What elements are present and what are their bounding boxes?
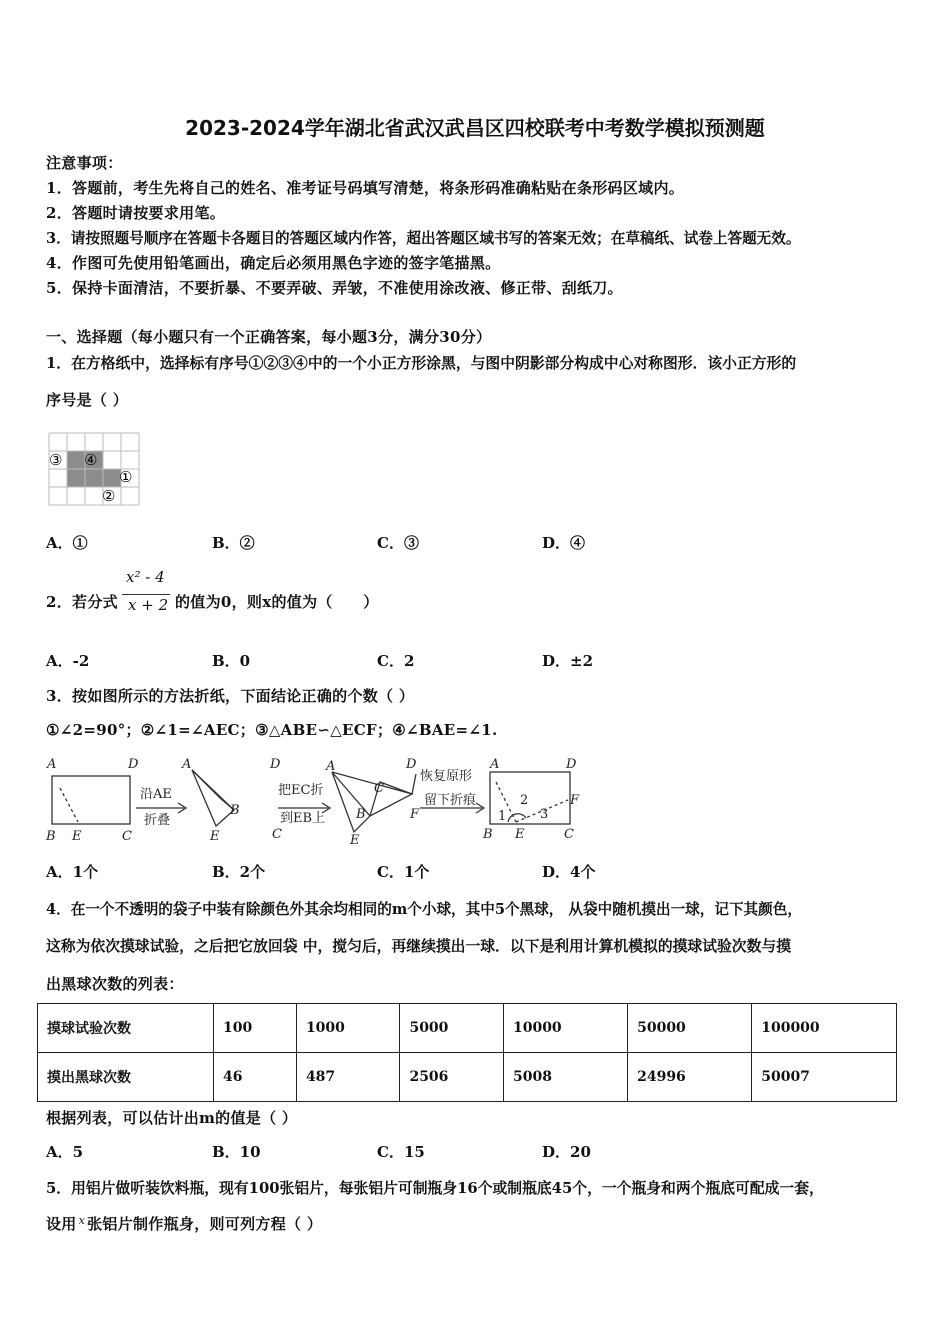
angle-3: 3 bbox=[540, 807, 549, 822]
table-row bbox=[38, 1004, 897, 1053]
table-cell: 487 bbox=[296, 1053, 400, 1102]
q1-stem: 1．在方格纸中，选择标有序号①②③④中的一个小正方形涂黑，与图中阴影部分构成中心对称图形．该小正方形的 bbox=[46, 355, 797, 372]
label-d: D bbox=[566, 757, 577, 772]
q2-option-a[interactable]: A．-2 bbox=[46, 652, 90, 670]
notice-item: 4．作图可先使用铅笔画出，确定后必须用黑色字迹的签字笔描黑。 bbox=[46, 254, 501, 272]
table-cell: 摸球试验次数 bbox=[38, 1004, 214, 1053]
table-cell: 2506 bbox=[400, 1053, 504, 1102]
q4-option-d[interactable]: D．20 bbox=[542, 1143, 591, 1161]
page-title: 2023-2024学年湖北省武汉武昌区四校联考中考数学模拟预测题 bbox=[185, 116, 765, 140]
notice-item: 3．请按照题号顺序在答题卡各题目的答题区域内作答，超出答题区域书写的答案无效；在草稿纸、试卷上答题无效。 bbox=[46, 230, 801, 247]
label-b: B bbox=[230, 803, 240, 818]
fold-line bbox=[60, 788, 78, 822]
label-c: C bbox=[374, 781, 384, 796]
angle-2: 2 bbox=[520, 793, 529, 808]
step2-caption: 把EC折 bbox=[278, 783, 324, 798]
label-d: D bbox=[406, 757, 417, 772]
q5-stem-cont bbox=[46, 1213, 322, 1234]
notice-heading: 注意事项： bbox=[46, 154, 123, 172]
q5-stem: 5．用铝片做听装饮料瓶，现有100张铝片，每张铝片可制瓶身16个或制瓶底45个，一个瓶身和两个瓶底可配成一套， bbox=[46, 1180, 824, 1197]
label-c: C bbox=[122, 829, 132, 844]
q4-stem-cont: 这称为依次摸球试验，之后把它放回袋 中，搅匀后，再继续摸出一球．以下是利用计算机模拟的摸球试验次数与摸 bbox=[46, 938, 791, 955]
q4-option-b[interactable]: B．10 bbox=[212, 1143, 261, 1161]
label-e: E bbox=[515, 827, 525, 842]
label-d: D bbox=[270, 757, 281, 772]
grid-shade bbox=[67, 469, 121, 487]
step3-caption: 留下折痕 bbox=[424, 793, 477, 808]
folded-shape bbox=[192, 770, 234, 826]
q2-option-b[interactable]: B．0 bbox=[212, 652, 251, 670]
q2-option-c[interactable]: C．2 bbox=[377, 652, 415, 670]
q4-question: 根据列表，可以估计出m的值是（ ） bbox=[46, 1109, 298, 1127]
q5-text: 张铝片制作瓶身，则可列方程（ ） bbox=[87, 1215, 323, 1233]
table-cell: 5008 bbox=[503, 1053, 627, 1102]
grid-label-3: ③ bbox=[49, 451, 63, 469]
step3-caption: 恢复原形 bbox=[420, 769, 473, 784]
angle-1: 1 bbox=[498, 809, 507, 824]
notice-item: 1．答题前，考生先将自己的姓名、准考证号码填写清楚，将条形码准确粘贴在条形码区域内。 bbox=[46, 179, 685, 197]
q3-stem: 3．按如图所示的方法折纸，下面结论正确的个数（ ） bbox=[46, 687, 415, 705]
q3-folding-figure bbox=[44, 752, 590, 848]
step1-caption: 沿AE bbox=[140, 787, 172, 802]
table-cell: 100 bbox=[214, 1004, 297, 1053]
table-cell: 100000 bbox=[752, 1004, 897, 1053]
q1-option-b[interactable]: B．② bbox=[212, 534, 255, 552]
q3-option-d[interactable]: D．4个 bbox=[542, 863, 596, 881]
q4-option-c[interactable]: C．15 bbox=[377, 1143, 425, 1161]
label-f: F bbox=[410, 807, 420, 822]
label-c: C bbox=[272, 827, 282, 842]
label-c: C bbox=[564, 827, 574, 842]
q1-stem-cont: 序号是（ ） bbox=[46, 391, 129, 409]
q2-option-d[interactable]: D．±2 bbox=[542, 652, 594, 670]
paper-rectangle bbox=[52, 776, 130, 824]
q1-grid-figure bbox=[44, 428, 140, 510]
label-b: B bbox=[356, 807, 366, 822]
q4-stem: 4．在一个不透明的袋子中装有除颜色外其余均相同的m个小球，其中5个黑球， 从袋中随机摸出一球，记下其颜色， bbox=[46, 901, 802, 918]
table-cell: 1000 bbox=[296, 1004, 400, 1053]
table-cell: 50007 bbox=[752, 1053, 897, 1102]
table-cell: 50000 bbox=[628, 1004, 752, 1053]
q4-data-table bbox=[37, 1003, 897, 1102]
label-a: A bbox=[182, 757, 192, 772]
notice-item: 5．保持卡面清洁，不要折暴、不要弄破、弄皱，不准使用涂改液、修正带、刮纸刀。 bbox=[46, 279, 623, 297]
label-b: B bbox=[483, 827, 493, 842]
q5-variable: x bbox=[78, 1214, 86, 1227]
q1-option-d[interactable]: D．④ bbox=[542, 534, 586, 552]
q1-option-c[interactable]: C．③ bbox=[377, 534, 419, 552]
table-cell: 摸出黑球次数 bbox=[38, 1053, 214, 1102]
label-d: D bbox=[128, 757, 139, 772]
grid-label-2: ② bbox=[102, 487, 116, 505]
label-a: A bbox=[326, 759, 336, 774]
label-a: A bbox=[47, 757, 57, 772]
fraction-bar bbox=[122, 594, 170, 595]
step2-caption: 到EB上 bbox=[280, 811, 326, 826]
label-f: F bbox=[570, 793, 580, 808]
grid-label-1: ① bbox=[119, 468, 133, 486]
table-cell: 5000 bbox=[400, 1004, 504, 1053]
q4-option-a[interactable]: A．5 bbox=[46, 1143, 84, 1161]
table-cell: 24996 bbox=[628, 1053, 752, 1102]
q2-suffix: 的值为0，则x的值为（ ） bbox=[175, 593, 379, 611]
label-e: E bbox=[350, 833, 360, 848]
q3-conclusions: ①∠2=90°；②∠1=∠AEC；③△ABE∽△ECF；④∠BAE=∠1. bbox=[46, 721, 498, 739]
q2-prefix: 2．若分式 bbox=[46, 593, 118, 611]
step1-caption: 折叠 bbox=[144, 813, 171, 828]
notice-item: 2．答题时请按要求用笔。 bbox=[46, 204, 226, 222]
q5-text: 设用 bbox=[46, 1215, 77, 1233]
fraction-numerator: x² - 4 bbox=[126, 568, 165, 586]
q3-option-c[interactable]: C．1个 bbox=[377, 863, 430, 881]
label-a: A bbox=[490, 757, 500, 772]
table-cell: 46 bbox=[214, 1053, 297, 1102]
fraction-denominator: x + 2 bbox=[128, 596, 169, 614]
label-b: B bbox=[46, 829, 56, 844]
q3-option-a[interactable]: A．1个 bbox=[46, 863, 99, 881]
table-cell: 10000 bbox=[503, 1004, 627, 1053]
label-e: E bbox=[210, 829, 220, 844]
label-e: E bbox=[72, 829, 82, 844]
grid-label-4: ④ bbox=[84, 451, 98, 469]
q3-option-b[interactable]: B．2个 bbox=[212, 863, 266, 881]
q4-stem-cont: 出黑球次数的列表： bbox=[46, 975, 184, 993]
table-row bbox=[38, 1053, 897, 1102]
q1-option-a[interactable]: A．① bbox=[46, 534, 88, 552]
section-heading: 一、选择题（每小题只有一个正确答案，每小题3分，满分30分） bbox=[46, 328, 492, 346]
